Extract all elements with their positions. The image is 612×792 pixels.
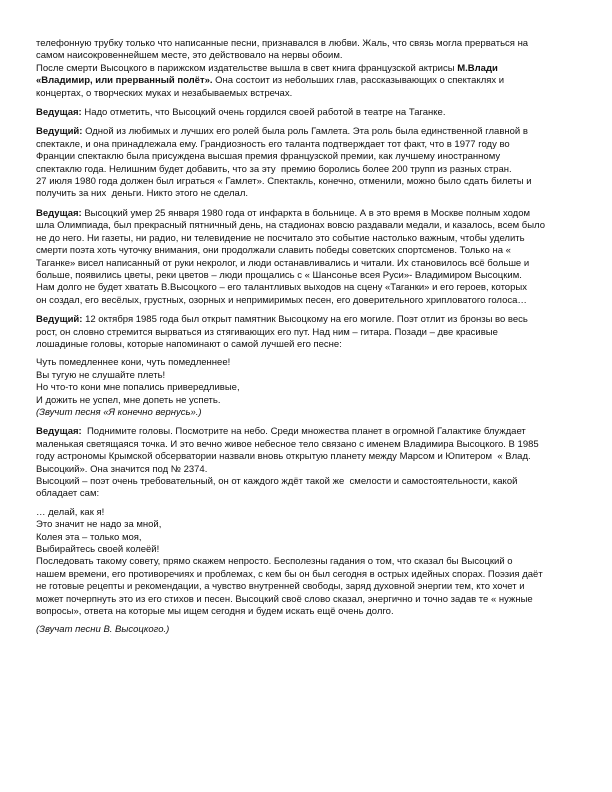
- text-run: году астрономы Крымской обсерватории назвали вновь открытую планету между Марсом и Юпитером « Влад.: [36, 451, 531, 463]
- text-line: [36, 88, 568, 100]
- text-run: Но что-то кони мне попались привередливые,: [36, 382, 240, 394]
- text-run: Таганке» висел написанный от руки некролог, и люди останавливались и читали. Их становилось всё больше и: [36, 257, 530, 269]
- text-run: вопросы», ответа на которые мы ищем сегодня и будем искать ещё очень долго.: [36, 606, 394, 618]
- text-line: [36, 426, 568, 438]
- text-run: концертах, о творческих муках и незабываемых встречах.: [36, 87, 293, 99]
- text-line: [36, 245, 568, 257]
- speaker-label: М.Влади: [457, 62, 498, 74]
- text-line: [36, 151, 568, 163]
- text-line: [36, 581, 568, 593]
- text-line: [36, 233, 568, 245]
- text-run: И дожить не успел, мне допеть не успеть.: [36, 394, 221, 406]
- text-run: 12 октября 1985 года был открыт памятник Высоцкому на его могиле. Поэт отлит из бронзы во весь: [82, 314, 528, 326]
- text-run: лошадиные головы, которые напоминают о самой лучшей его песне:: [36, 338, 342, 350]
- text-run: он создал, его весёлых, грустных, озорных и непримиримых песен, его доверительного хрипловатого голоса…: [36, 294, 527, 306]
- text-line: [36, 606, 568, 618]
- text-line: [36, 624, 568, 636]
- text-run: Вы тугую не слушайте плеть!: [36, 369, 166, 381]
- stage-direction: (Звучит песня «Я конечно вернусь».): [36, 406, 202, 418]
- text-run: Надо отметить, что Высоцкий очень гордился своей работой в театре на Таганке.: [81, 107, 446, 119]
- text-line: [36, 339, 568, 351]
- text-run: маленькая светящаяся точка. И это вечно живое небесное тело связано с именем Владимира Высоцкого. В 1985: [36, 438, 539, 450]
- text-line: [36, 556, 568, 568]
- text-run: самом наисокровеннейшем месте, это действовало на нервы обоим.: [36, 50, 343, 62]
- text-run: рост, он словно стремится вырваться из стягивающих его пут. Над ним – гитара. Позади – две красивые: [36, 326, 498, 338]
- text-run: После смерти Высоцкого в парижском издательстве вышла в свет книга французской актрисы: [36, 62, 458, 74]
- text-line: [36, 107, 568, 119]
- text-run: Одной из любимых и лучших его ролей была роль Гамлета. Эта роль была единственной главной в: [82, 126, 528, 138]
- text-run: Это значит не надо за мной,: [36, 519, 162, 531]
- text-line: [36, 507, 568, 519]
- text-line: [36, 464, 568, 476]
- text-run: Выбирайтесь своей колеёй!: [36, 544, 160, 556]
- paragraph: [36, 107, 568, 119]
- text-line: [36, 439, 568, 451]
- text-line: [36, 188, 568, 200]
- text-line: [36, 532, 568, 544]
- speaker-label: Ведущая:: [36, 207, 82, 219]
- text-line: [36, 295, 568, 307]
- text-run: Она состоит из небольших глав, рассказывающих о спектаклях и: [212, 75, 505, 87]
- text-line: [36, 63, 568, 75]
- text-run: шла Олимпиада, был прекрасный пятничный день, на стадионах вовсю раздавали медали, и казалось, всем было: [36, 220, 545, 232]
- paragraph: [36, 208, 568, 307]
- text-line: [36, 451, 568, 463]
- text-line: [36, 38, 568, 50]
- text-run: телефонную трубку только что написанные песни, признавался в любви. Жаль, что связь могла прерваться на: [36, 38, 529, 49]
- text-line: [36, 327, 568, 339]
- text-line: [36, 594, 568, 606]
- text-run: Высоцкий – поэт очень требовательный, он от каждого ждёт такой же смелости и самостоятельности, какой: [36, 476, 518, 487]
- text-run: не готовые рецепты и рекомендации, а чувство внутренней свободы, заряд духовной энергии тем, кто хочет и: [36, 581, 525, 593]
- text-run: больше, появились цветы, реки цветов – люди прощались с « Шансонье всея Руси»- Владимиром Высоцким.: [36, 269, 522, 281]
- text-line: [36, 75, 568, 87]
- text-line: [36, 476, 568, 488]
- text-line: [36, 139, 568, 151]
- paragraph: [36, 126, 568, 200]
- text-line: [36, 544, 568, 556]
- text-line: [36, 176, 568, 188]
- text-run: Высоцкий». Она значится под № 2374.: [36, 463, 208, 475]
- text-run: Поднимите головы. Посмотрите на небо. Среди множества планет в огромной Галактике блуждает: [84, 426, 526, 438]
- text-line: [36, 382, 568, 394]
- text-line: [36, 50, 568, 62]
- text-line: [36, 519, 568, 531]
- text-run: обладает сам:: [36, 488, 100, 500]
- text-line: [36, 357, 568, 369]
- text-run: Высоцкий умер 25 января 1980 года от инфаркта в больнице. А в это время в Москве полным ходом: [81, 207, 531, 219]
- text-line: [36, 282, 568, 294]
- text-run: Последовать такому совету, прямо скажем непросто. Бесполезны гадания о том, что сказал бы Высоцкий о: [36, 556, 513, 568]
- text-run: Колея эта – только моя,: [36, 531, 142, 543]
- text-line: [36, 314, 568, 326]
- text-run: смерти поэта хоть чуточку внимания, они продолжали славить победы советских спортсменов. Только на «: [36, 245, 511, 257]
- stage-direction: (Звучат песни В. Высоцкого.): [36, 624, 170, 636]
- text-run: 27 июля 1980 года должен был играться « Гамлет». Спектакль, конечно, отменили, можно было сдать билеты и: [36, 176, 532, 188]
- text-run: … делай, как я!: [36, 506, 105, 518]
- text-line: [36, 395, 568, 407]
- text-run: не до него. Ни газеты, ни радио, ни телевидение не посчитало это событие настолько важным, чтобы уделить: [36, 232, 525, 244]
- text-line: [36, 208, 568, 220]
- speaker-label: «Владимир, или прерванный полёт».: [36, 75, 213, 87]
- text-line: [36, 220, 568, 232]
- text-run: Чуть помедленнее кони, чуть помедленнее!: [36, 357, 231, 369]
- speaker-label: Ведущий:: [36, 314, 83, 326]
- text-line: [36, 258, 568, 270]
- text-line: [36, 164, 568, 176]
- speaker-label: Ведущая:: [36, 107, 82, 119]
- paragraph: [36, 38, 568, 100]
- text-run: спектакле, и она принадлежала ему. Грандиозность его таланта подтверждает тот факт, что в 1977 году во: [36, 138, 510, 150]
- paragraph: [36, 314, 568, 419]
- text-run: нашем времени, его противоречиях и проблемах, с кем бы он был сегодня в острых идейных спорах. Поэзия даёт: [36, 568, 543, 580]
- speaker-label: Ведущий:: [36, 126, 83, 138]
- text-line: [36, 488, 568, 500]
- text-run: получить за них деньги. Никто этого не сделал.: [36, 188, 249, 200]
- text-run: может почерпнуть это из его стихов и песен. Высоцкий своё слово сказал, энергично и точно задав те « нужные: [36, 593, 533, 605]
- text-run: Нам долго не будет хватать В.Высоцкого – его талантливых выходов на сцену «Таганки» и его героев, которых: [36, 282, 527, 294]
- text-run: спектаклю года. Нелишним будет добавить, что за эту премию боролись более 200 трупп из разных стран.: [36, 163, 512, 175]
- text-line: [36, 407, 568, 419]
- speaker-label: Ведущая:: [36, 426, 85, 438]
- text-line: [36, 569, 568, 581]
- text-line: [36, 370, 568, 382]
- paragraph: [36, 426, 568, 637]
- text-line: [36, 126, 568, 138]
- text-run: Франции спектаклю была присуждена высшая премия французской премии, как лучшему иностранному: [36, 151, 501, 163]
- text-line: [36, 270, 568, 282]
